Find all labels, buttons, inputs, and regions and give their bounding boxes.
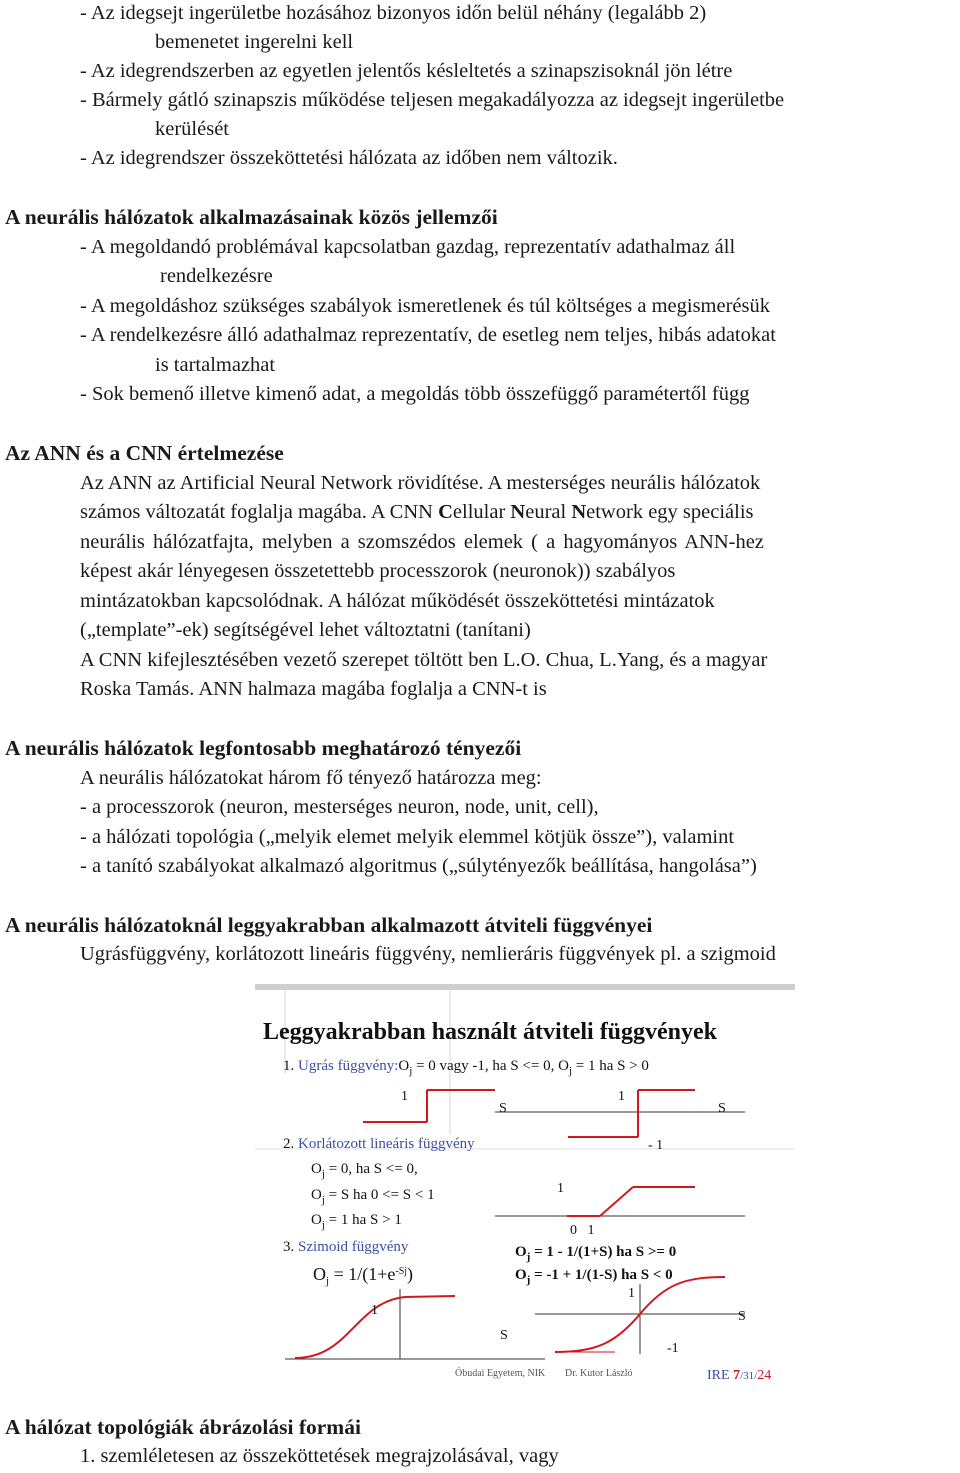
formula-line: $O_j = 1 - 1/(1+S)$ ha S >= 0: [515, 1244, 677, 1263]
tick-label: S: [718, 1101, 726, 1116]
formula-line: $O_j = 0$, ha S <= 0,: [311, 1161, 418, 1180]
subscript: j: [321, 1168, 325, 1180]
page-mid: /31/: [740, 1370, 758, 1382]
subscript: j: [409, 1065, 413, 1077]
bullet-line: - A rendelkezésre álló adathalmaz reprezentatív, de esetleg nem teljes, hibás adatokat: [80, 324, 776, 346]
paragraph-line: A CNN kifejlesztésében vezető szerepet töltött ben L.O. Chua, L.Yang, és a magyar: [80, 649, 768, 671]
bullet-line: - A megoldandó problémával kapcsolatban gazdag, reprezentatív adathalmaz áll: [80, 236, 736, 258]
item1-line: [283, 1059, 649, 1077]
bold-letter: N: [571, 501, 587, 523]
tick-label: 1: [618, 1089, 625, 1104]
section-heading: A hálózat topológiák ábrázolási formái: [5, 1415, 361, 1439]
bullet-line: - Az idegsejt ingerületbe hozásához bizonyos időn belül néhány (legalább 2): [80, 2, 707, 24]
page-prefix: IRE: [707, 1368, 734, 1383]
page-total: 24: [757, 1368, 772, 1383]
formula: = 1 - 1/(1+S) ha S >= 0: [530, 1244, 677, 1260]
superscript: -Sj: [395, 1266, 408, 1277]
tick-label: S: [738, 1309, 746, 1324]
formula: O: [398, 1058, 410, 1074]
tick-label: - 1: [648, 1138, 664, 1153]
item-number: 1.: [283, 1058, 295, 1074]
tick-label: 1: [401, 1089, 408, 1104]
sigmoid-formula: $O_j = 1/(1+e^{-Sj})$: [313, 1264, 414, 1287]
subscript: j: [326, 1275, 330, 1287]
paragraph-line: képest akár lényegesen összetettebb processzorok (neuronok)) szabályos: [80, 560, 676, 582]
item-number: 3.: [283, 1239, 295, 1255]
subscript: j: [526, 1274, 531, 1286]
bullet-line: - a processzorok (neuron, mesterséges neuron, node, unit, cell),: [80, 796, 599, 818]
section-heading: A neurális hálózatok alkalmazásainak közös jellemzői: [5, 205, 498, 229]
bullet-line: bemenetet ingerelni kell: [155, 31, 354, 53]
formula: = 1 ha S > 1: [324, 1212, 402, 1228]
item2-line: [283, 1137, 475, 1152]
paragraph-line: Az ANN az Artificial Neural Network rövidítése. A mesterséges neurális hálózatok: [80, 472, 761, 494]
bullet-line: - a hálózati topológia („melyik elemet melyik elemmel kötjük össze”), valamint: [80, 826, 735, 848]
subscript: j: [321, 1219, 325, 1231]
page-current: 7: [733, 1368, 741, 1383]
tick-label: 1: [557, 1181, 564, 1196]
linear-ramp: [600, 1187, 633, 1216]
formula: = -1 + 1/(1-S) ha S < 0: [530, 1267, 673, 1283]
paragraph-line: Ugrásfüggvény, korlátozott lineáris függvény, nemlieráris függvények pl. a szigmoid: [80, 943, 776, 965]
text-span: számos változatát foglalja magába. A CNN: [80, 501, 439, 523]
paragraph-line: [80, 502, 754, 523]
item-label: Korlátozott lineáris függvény: [298, 1136, 475, 1152]
bullet-line: - Bármely gátló szinapszis működése teljesen megakadályozza az idegsejt ingerületbe: [80, 89, 785, 111]
formula: = 1 ha S > 0: [572, 1058, 649, 1074]
tick-label: S: [499, 1101, 507, 1116]
footer-author: Dr. Kutor László: [565, 1368, 633, 1379]
bullet-line: is tartalmazhat: [155, 354, 276, 376]
bullet-line: - Az idegrendszer összeköttetési hálózata az időben nem változik.: [80, 147, 618, 169]
formula: = 0, ha S <= 0,: [324, 1161, 418, 1177]
footer-university: Óbudai Egyetem, NIK: [455, 1368, 546, 1379]
paragraph-line: A neurális hálózatokat három fő tényező határozza meg:: [80, 767, 542, 789]
text-span: etwork egy speciális: [586, 501, 754, 523]
text-span: ellular: [452, 501, 511, 523]
item-label: Ugrás függvény:: [298, 1058, 399, 1074]
item-label: Szimoid függvény: [298, 1239, 409, 1255]
subscript: j: [568, 1065, 572, 1077]
formula: = S ha 0 <= S < 1: [324, 1187, 435, 1203]
formula: ): [407, 1264, 414, 1284]
paragraph-line: 1. szemléletesen az összeköttetések megrajzolásával, vagy: [80, 1445, 559, 1467]
bullet-line: rendelkezésre: [160, 265, 273, 287]
bullet-line: - a tanító szabályokat alkalmazó algoritmus („súlytényezők beállítása, hangolása”): [80, 855, 757, 877]
formula-line: $O_j = -1 + 1/(1-S)$ ha S < 0: [515, 1267, 673, 1286]
bullet-line: - Az idegrendszerben az egyetlen jelentős késleltetés a szinapszisoknál jön létre: [80, 60, 733, 82]
tick-label: 1: [628, 1286, 635, 1301]
tick-label: 1: [371, 1303, 378, 1318]
page-counter: [707, 1369, 771, 1383]
formula: = 0 vagy -1, ha S <= 0, O: [412, 1058, 569, 1074]
section-heading: Az ANN és a CNN értelmezése: [5, 441, 284, 465]
formula: = 1/(1+e: [329, 1264, 396, 1284]
tick-label: S: [500, 1328, 508, 1343]
bold-letter: C: [438, 501, 453, 523]
tick-label: 0 1: [570, 1223, 595, 1238]
text-span: eural: [525, 501, 572, 523]
formula-line: $O_j = 1$ ha S > 1: [311, 1212, 402, 1231]
slide-title: Leggyakrabban használt átviteli függvények: [263, 1019, 718, 1045]
paragraph-line: Roska Tamás. ANN halmaza magába foglalja a CNN-t is: [80, 678, 547, 700]
bold-letter: N: [510, 501, 526, 523]
section-heading: A neurális hálózatok legfontosabb meghatározó tényezői: [5, 736, 522, 760]
item-number: 2.: [283, 1136, 295, 1152]
bullet-line: kerülését: [155, 118, 229, 140]
embedded-slide: [255, 984, 795, 1394]
paragraph-line: neurális hálózatfajta, melyben a szomszédos elemek ( a hagyományos ANN-hez: [80, 531, 764, 553]
bullet-line: - A megoldáshoz szükséges szabályok ismeretlenek és túl költséges a megismerésük: [80, 295, 770, 317]
section-heading: A neurális hálózatoknál leggyakrabban alkalmazott átviteli függvényei: [5, 913, 653, 937]
subscript: j: [321, 1194, 325, 1206]
paragraph-line: mintázatokban kapcsolódnak. A hálózat működését összeköttetési mintázatok: [80, 590, 715, 612]
subscript: j: [526, 1251, 531, 1263]
paragraph-line: („template”-ek) segítségével lehet változtatni (tanítani): [80, 619, 531, 641]
tick-label: -1: [667, 1341, 679, 1356]
item3-line: [283, 1240, 408, 1255]
bullet-line: - Sok bemenő illetve kimenő adat, a megoldás több összefüggő paramétertől függ: [80, 383, 750, 405]
formula-line: $O_j = S$ ha 0 <= S < 1: [311, 1187, 435, 1206]
